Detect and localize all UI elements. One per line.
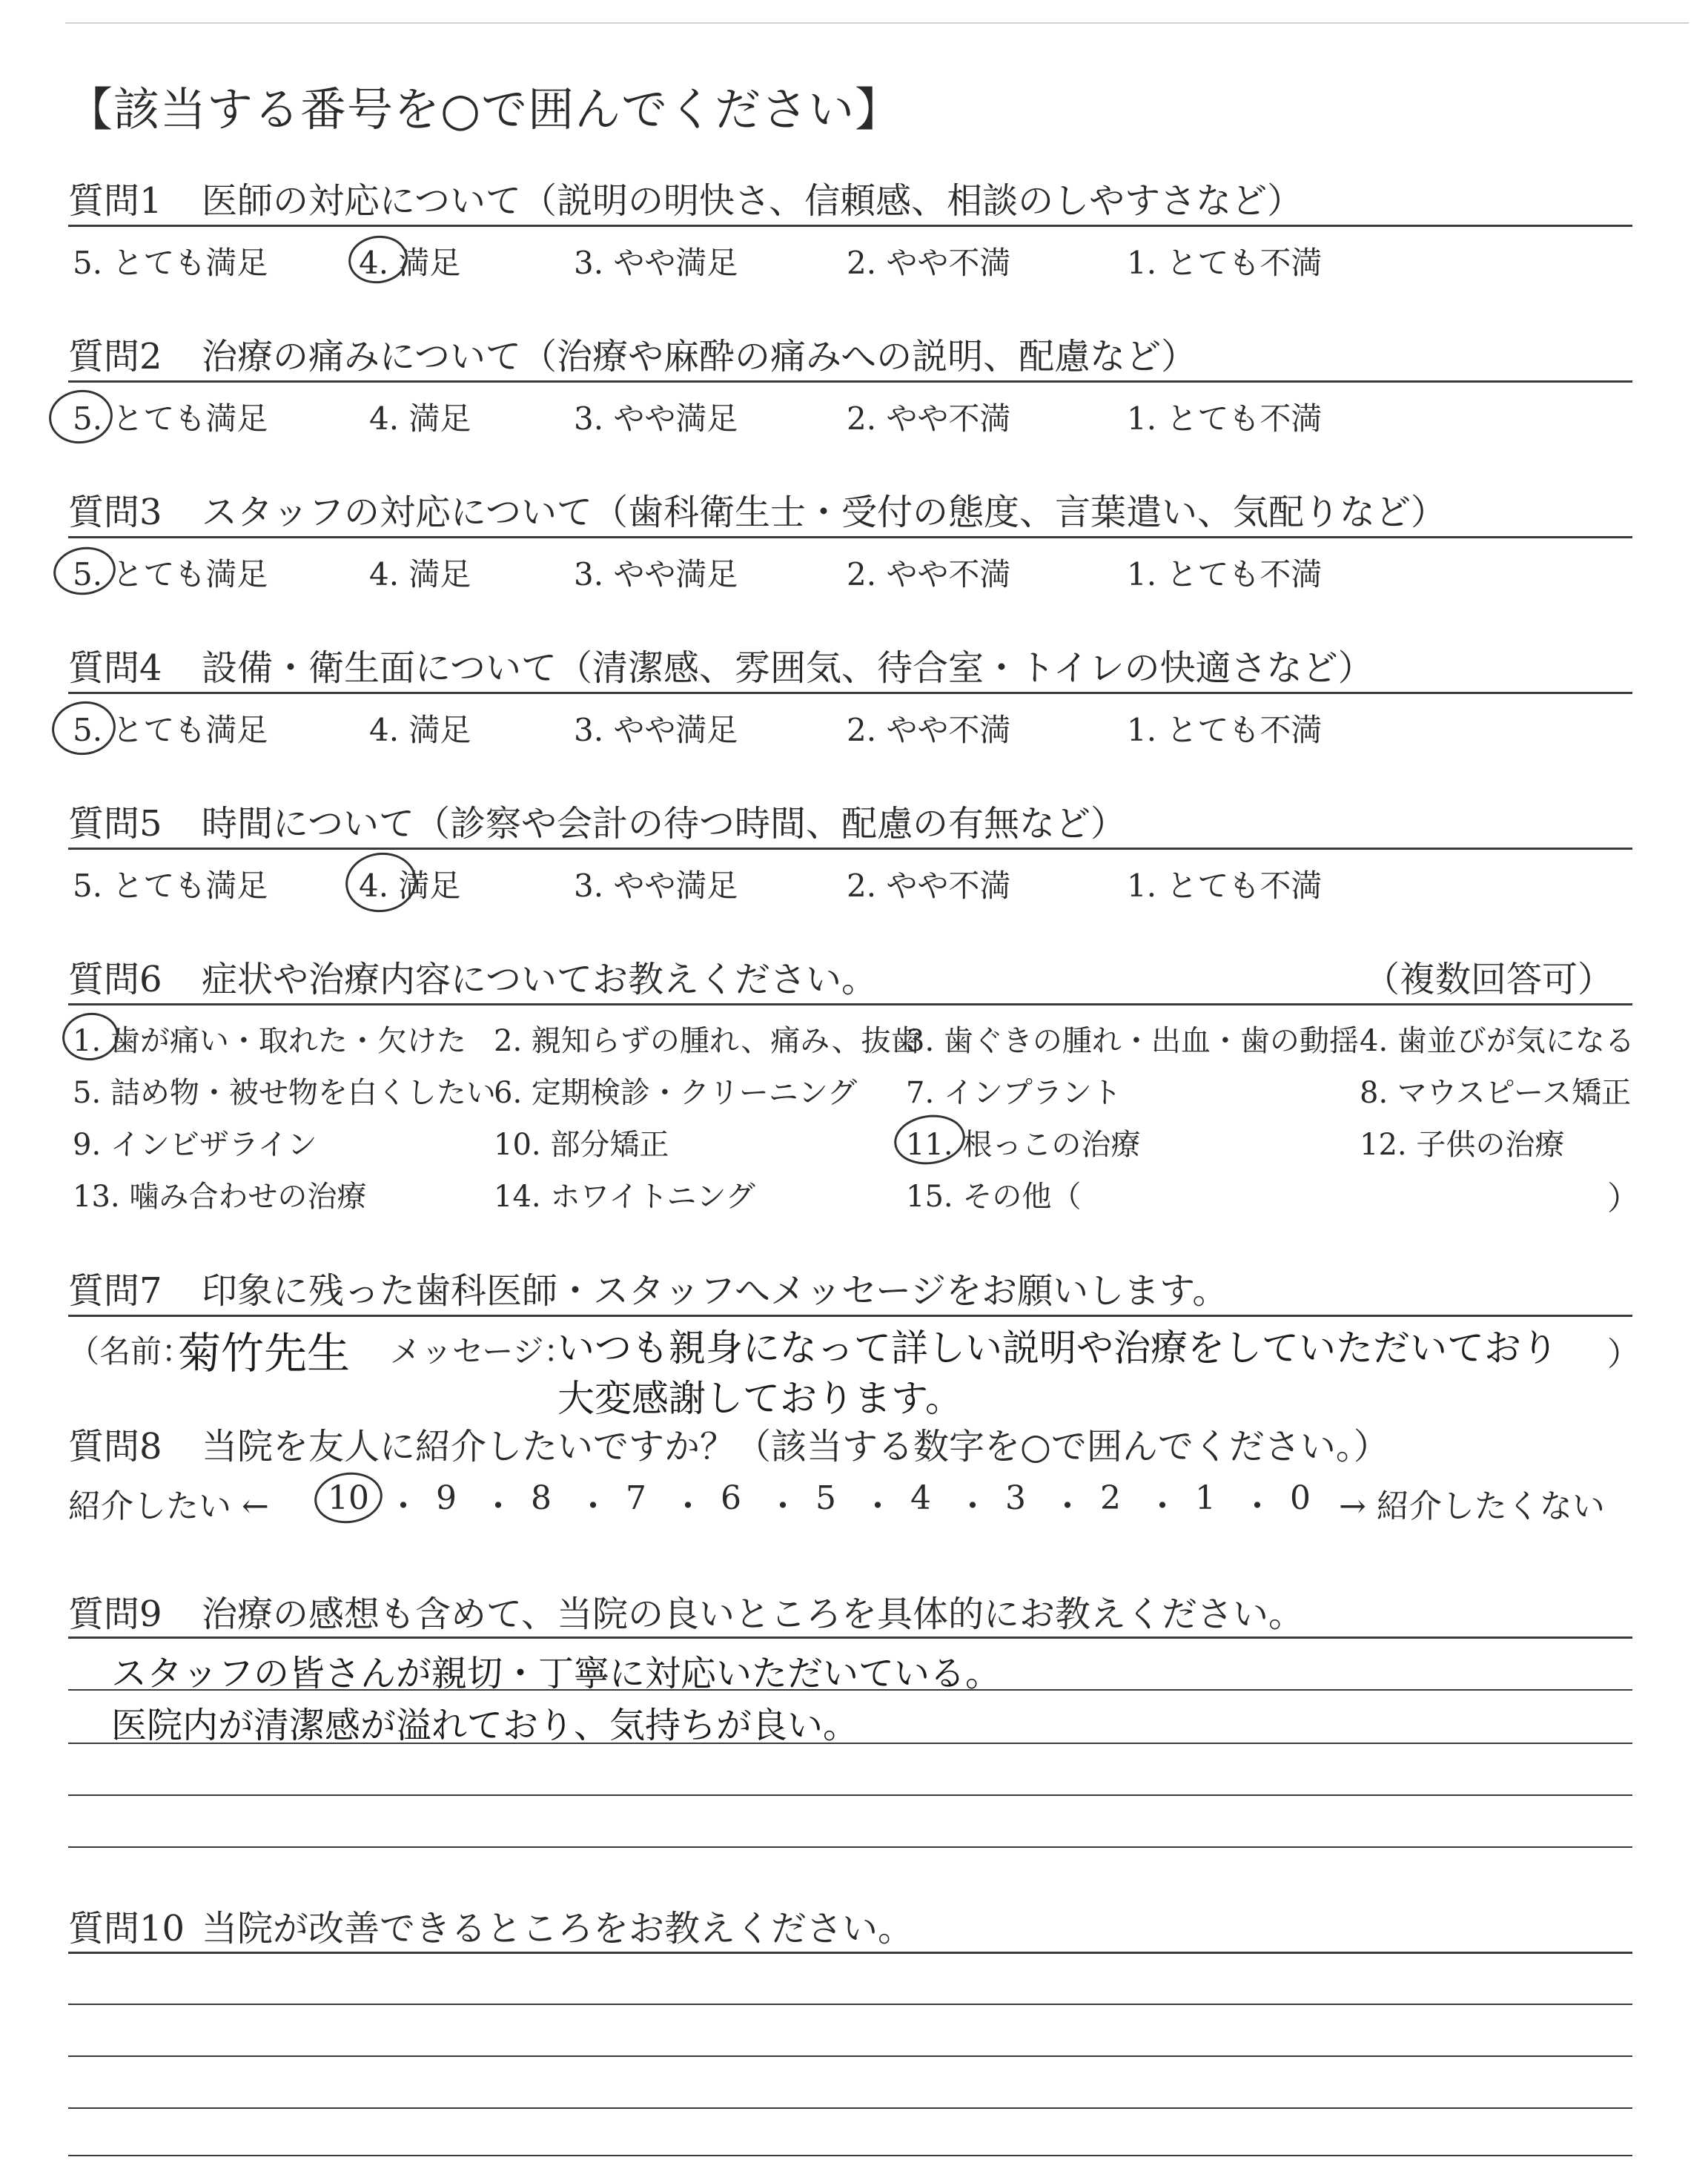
q8-scale-dot: ・ bbox=[1241, 1487, 1274, 1525]
q3-text: スタッフの対応について（歯科衛生士・受付の態度、言葉遣い、気配りなど） bbox=[202, 492, 1447, 533]
q7-message-line-1[interactable]: いつも親身になって詳しい説明や治療をしていただいており bbox=[557, 1327, 1558, 1370]
q2-option-5[interactable]: 5. とても満足 bbox=[73, 400, 268, 437]
q2-text: 治療の痛みについて（治療や麻酔の痛みへの説明、配慮など） bbox=[202, 336, 1197, 377]
q1-rule bbox=[68, 225, 1632, 227]
q8-scale-3[interactable]: 3 bbox=[1005, 1479, 1026, 1517]
page-heading: 【該当する番号を○で囲んでください】 bbox=[67, 82, 902, 136]
q2-option-3[interactable]: 3. やや満足 bbox=[574, 400, 738, 437]
q4-rule bbox=[68, 692, 1632, 694]
q8-scale-10[interactable]: 10 bbox=[328, 1479, 369, 1517]
q1-text: 医師の対応について（説明の明快さ、信頼感、相談のしやすさなど） bbox=[202, 180, 1303, 222]
q10-answer-rule bbox=[68, 2004, 1632, 2005]
q7-message-label: メッセージ： bbox=[390, 1333, 575, 1370]
q9-text: 治療の感想も含めて、当院の良いところを具体的にお教えください。 bbox=[202, 1593, 1305, 1635]
q8-scale-dot: ・ bbox=[767, 1487, 799, 1525]
q7-rule bbox=[68, 1315, 1632, 1317]
q6-option-8[interactable]: 8. マウスピース矯正 bbox=[1360, 1076, 1632, 1110]
q2-option-1[interactable]: 1. とても不満 bbox=[1127, 400, 1323, 437]
q1-option-4[interactable]: 4. 満足 bbox=[359, 245, 461, 281]
q10-answer-rule bbox=[68, 2055, 1632, 2057]
q6-option-15[interactable]: 15. その他（ bbox=[906, 1180, 1082, 1214]
q2-rule bbox=[68, 380, 1632, 383]
q6-option-2[interactable]: 2. 親知らずの腫れ、痛み、抜歯 bbox=[494, 1024, 921, 1058]
q5-number: 質問5 bbox=[68, 803, 162, 845]
q6-option-13[interactable]: 13. 噛み合わせの治療 bbox=[73, 1180, 367, 1214]
q6-option-5[interactable]: 5. 詰め物・被せ物を白くしたい bbox=[73, 1076, 496, 1110]
q6-text: 症状や治療内容についてお教えください。 bbox=[202, 959, 878, 1000]
q6-title bbox=[68, 951, 877, 1002]
q4-number: 質問4 bbox=[68, 647, 162, 689]
q6-rule bbox=[68, 1003, 1632, 1005]
q10-title bbox=[68, 1900, 913, 1951]
q6-option-9[interactable]: 9. インビザライン bbox=[73, 1128, 317, 1162]
q2-option-2[interactable]: 2. やや不満 bbox=[847, 400, 1011, 437]
q6-option-14[interactable]: 14. ホワイトニング bbox=[494, 1180, 755, 1214]
q8-right-label: → 紹介したくない bbox=[1339, 1487, 1605, 1525]
q8-selection-circle bbox=[311, 1468, 386, 1527]
q5-selection-circle bbox=[342, 848, 420, 917]
q6-option-4[interactable]: 4. 歯並びが気になる bbox=[1360, 1024, 1635, 1058]
q6-option-10[interactable]: 10. 部分矯正 bbox=[494, 1128, 669, 1162]
q8-left-label: 紹介したい ← bbox=[68, 1487, 269, 1525]
q4-option-4[interactable]: 4. 満足 bbox=[369, 712, 471, 748]
q6-option-3[interactable]: 3. 歯ぐきの腫れ・出血・歯の動揺 bbox=[906, 1024, 1359, 1058]
q7-name-label: （名前： bbox=[68, 1333, 193, 1370]
q3-rule bbox=[68, 536, 1632, 538]
q4-option-3[interactable]: 3. やや満足 bbox=[574, 712, 738, 748]
q8-scale-dot: ・ bbox=[387, 1487, 420, 1525]
q8-scale-5[interactable]: 5 bbox=[815, 1479, 836, 1517]
q8-scale-dot: ・ bbox=[1146, 1487, 1179, 1525]
q9-rule bbox=[68, 1636, 1632, 1639]
q8-scale-9[interactable]: 9 bbox=[436, 1479, 457, 1517]
q8-scale-0[interactable]: 0 bbox=[1290, 1479, 1311, 1517]
q8-scale-dot: ・ bbox=[577, 1487, 609, 1525]
q1-option-2[interactable]: 2. やや不満 bbox=[847, 245, 1011, 281]
q5-text: 時間について（診察や会計の待つ時間、配慮の有無など） bbox=[202, 803, 1127, 845]
q8-scale-dot: ・ bbox=[861, 1487, 894, 1525]
q10-answer-rule bbox=[68, 2107, 1632, 2109]
q1-number: 質問1 bbox=[68, 180, 162, 222]
q3-option-3[interactable]: 3. やや満足 bbox=[574, 556, 738, 592]
q3-number: 質問3 bbox=[68, 492, 162, 533]
q7-name-value[interactable]: 菊竹先生 bbox=[178, 1328, 351, 1378]
q8-scale-7[interactable]: 7 bbox=[626, 1479, 646, 1517]
q8-scale-dot: ・ bbox=[482, 1487, 514, 1525]
top-border bbox=[65, 22, 1689, 24]
q5-title bbox=[68, 795, 1126, 846]
q2-option-4[interactable]: 4. 満足 bbox=[369, 400, 471, 437]
q7-number: 質問7 bbox=[68, 1270, 162, 1312]
q8-scale-dot: ・ bbox=[1051, 1487, 1084, 1525]
q5-option-3[interactable]: 3. やや満足 bbox=[574, 868, 738, 904]
q10-number: 質問10 bbox=[68, 1908, 185, 1949]
q8-scale-dot: ・ bbox=[672, 1487, 704, 1525]
q4-option-5[interactable]: 5. とても満足 bbox=[73, 712, 268, 748]
q8-text: 当院を友人に紹介したいですか？（該当する数字を○で囲んでください。） bbox=[202, 1426, 1389, 1467]
q5-option-5[interactable]: 5. とても満足 bbox=[73, 868, 268, 904]
q4-option-2[interactable]: 2. やや不満 bbox=[847, 712, 1011, 748]
q7-message-line-2[interactable]: 大変感謝しております。 bbox=[557, 1377, 962, 1420]
q3-title bbox=[68, 483, 1446, 535]
q1-option-1[interactable]: 1. とても不満 bbox=[1127, 245, 1323, 281]
q6-option-12[interactable]: 12. 子供の治療 bbox=[1360, 1128, 1565, 1162]
q5-rule bbox=[68, 848, 1632, 850]
q9-answer-rule bbox=[68, 1743, 1632, 1744]
q1-option-3[interactable]: 3. やや満足 bbox=[574, 245, 738, 281]
q5-option-4[interactable]: 4. 満足 bbox=[359, 868, 461, 904]
q8-number: 質問8 bbox=[68, 1426, 162, 1467]
q9-title bbox=[68, 1585, 1304, 1636]
q6-option-1[interactable]: 1. 歯が痛い・取れた・欠けた bbox=[73, 1024, 466, 1058]
q8-title bbox=[68, 1418, 1389, 1469]
q3-option-1[interactable]: 1. とても不満 bbox=[1127, 556, 1323, 592]
q4-title bbox=[68, 639, 1374, 690]
q8-scale-dot: ・ bbox=[956, 1487, 989, 1525]
q6-option-7[interactable]: 7. インプラント bbox=[906, 1076, 1122, 1110]
q8-scale-6[interactable]: 6 bbox=[721, 1479, 741, 1517]
q8-scale-4[interactable]: 4 bbox=[910, 1479, 931, 1517]
q3-option-2[interactable]: 2. やや不満 bbox=[847, 556, 1011, 592]
q3-option-4[interactable]: 4. 満足 bbox=[369, 556, 471, 592]
q9-answer-line-2[interactable]: 医院内が清潔感が溢れており、気持ちが良い。 bbox=[111, 1705, 859, 1746]
q6-multiple-note: （複数回答可） bbox=[1364, 959, 1614, 1000]
q10-answer-rule bbox=[68, 2155, 1632, 2156]
q3-option-5[interactable]: 5. とても満足 bbox=[73, 556, 268, 592]
q8-scale-2[interactable]: 2 bbox=[1100, 1479, 1121, 1517]
q1-title bbox=[68, 172, 1302, 223]
q6-number: 質問6 bbox=[68, 959, 162, 1000]
q6-option-6[interactable]: 6. 定期検診・クリーニング bbox=[494, 1076, 858, 1110]
q8-scale-8[interactable]: 8 bbox=[531, 1479, 552, 1517]
q7-close-paren: ） bbox=[1607, 1335, 1640, 1373]
q9-answer-rule bbox=[68, 1794, 1632, 1796]
q6-other-close-paren: ） bbox=[1607, 1180, 1640, 1218]
q9-number: 質問9 bbox=[68, 1593, 162, 1635]
q9-answer-rule bbox=[68, 1689, 1632, 1691]
q8-scale-1[interactable]: 1 bbox=[1195, 1479, 1216, 1517]
q10-rule bbox=[68, 1952, 1632, 1954]
q5-option-1[interactable]: 1. とても不満 bbox=[1127, 868, 1323, 904]
q9-answer-line-1[interactable]: スタッフの皆さんが親切・丁寧に対応いただいている。 bbox=[111, 1653, 1002, 1694]
q10-text: 当院が改善できるところをお教えください。 bbox=[202, 1908, 914, 1949]
q4-text: 設備・衛生面について（清潔感、雰囲気、待合室・トイレの快適さなど） bbox=[202, 647, 1374, 689]
q7-text: 印象に残った歯科医師・スタッフへメッセージをお願いします。 bbox=[202, 1270, 1228, 1312]
q6-option-11[interactable]: 11. 根っこの治療 bbox=[906, 1128, 1141, 1162]
q4-option-1[interactable]: 1. とても不満 bbox=[1127, 712, 1323, 748]
q2-number: 質問2 bbox=[68, 336, 162, 377]
q2-title bbox=[68, 328, 1196, 379]
q9-answer-rule bbox=[68, 1846, 1632, 1848]
q7-title bbox=[68, 1262, 1228, 1313]
q1-option-5[interactable]: 5. とても満足 bbox=[73, 245, 268, 281]
q5-option-2[interactable]: 2. やや不満 bbox=[847, 868, 1011, 904]
